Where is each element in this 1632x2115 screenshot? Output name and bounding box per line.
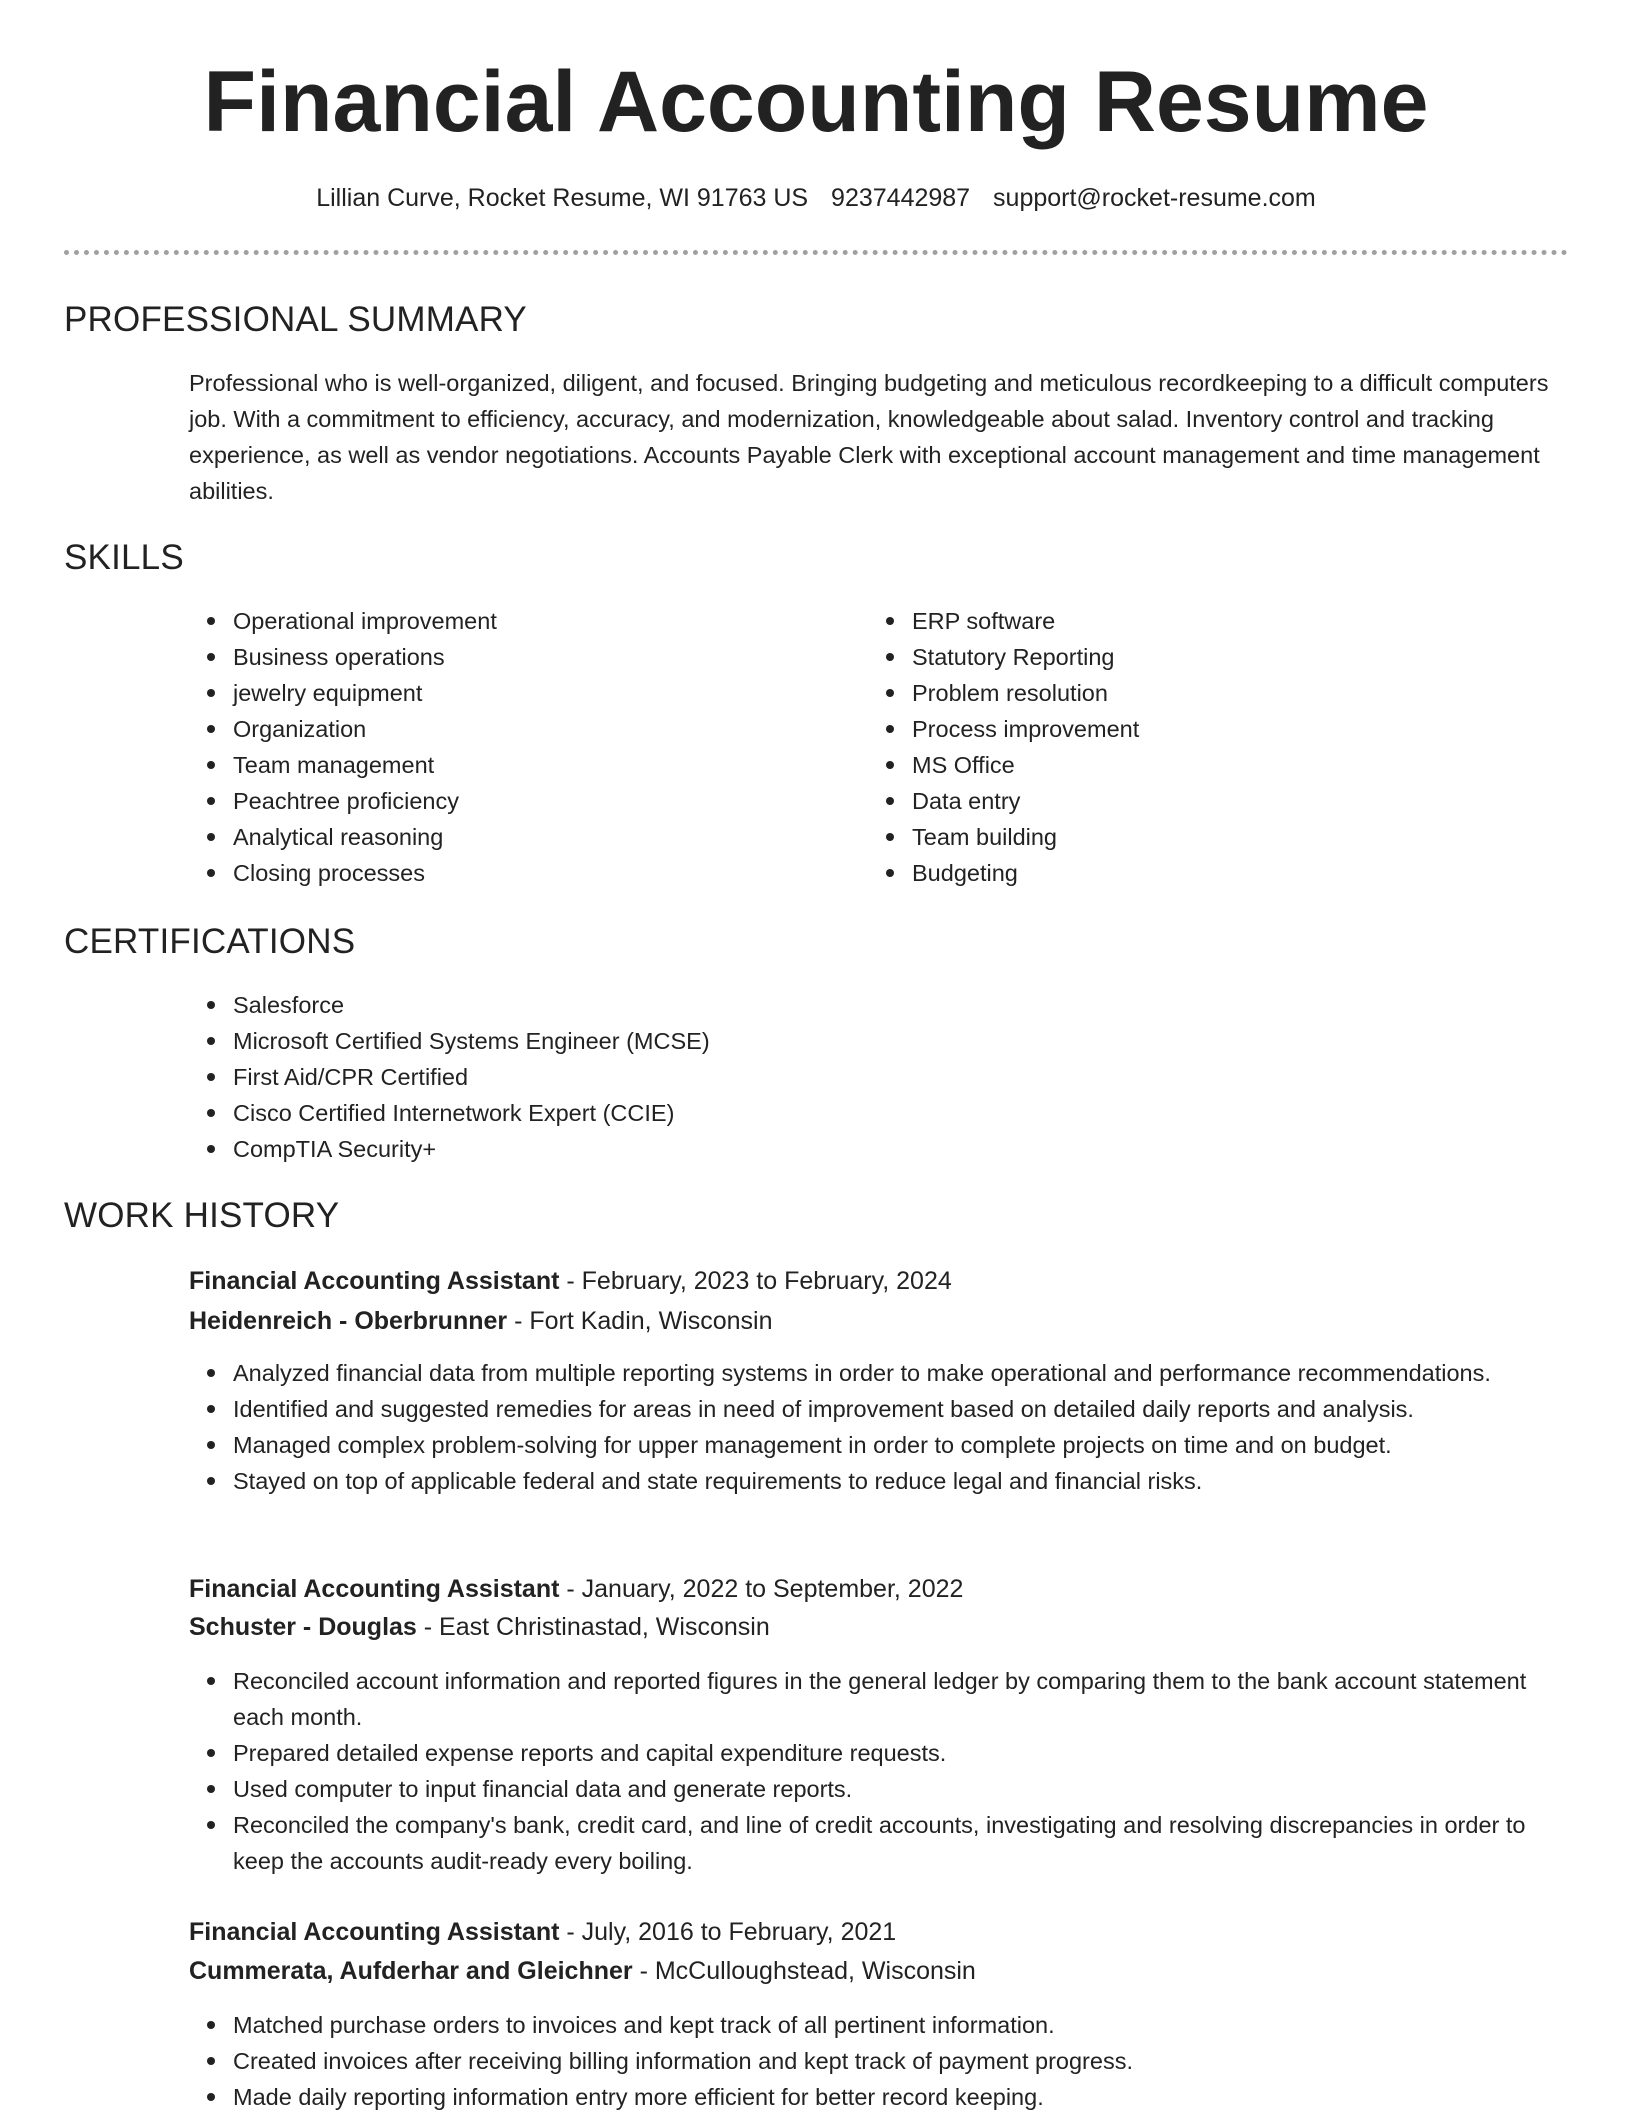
job-company-line <box>189 1608 770 1646</box>
job-bullet: Matched purchase orders to invoices and kept track of all pertinent information. <box>233 2007 1569 2043</box>
certification-item: Microsoft Certified Systems Engineer (MCSE) <box>233 1023 1233 1059</box>
skill-item: Budgeting <box>912 855 1512 891</box>
skill-item: Team management <box>233 747 793 783</box>
job-bullets <box>189 1355 1569 1499</box>
job-title: Financial Accounting Assistant <box>189 1267 560 1295</box>
job-company-line <box>189 1952 976 1990</box>
contact-phone: 9237442987 <box>831 184 971 212</box>
certification-item: Salesforce <box>233 987 1233 1023</box>
skill-item: Business operations <box>233 639 793 675</box>
skill-item: Problem resolution <box>912 675 1512 711</box>
skill-item: Data entry <box>912 783 1512 819</box>
skill-item: Team building <box>912 819 1512 855</box>
job-bullet: Managed complex problem-solving for upper management in order to complete projects on time and on budget. <box>233 1427 1569 1463</box>
job-title: Financial Accounting Assistant <box>189 1918 560 1946</box>
skills-heading: SKILLS <box>64 538 184 577</box>
job-bullet: Analyzed financial data from multiple reporting systems in order to make operational and performance recommendations. <box>233 1355 1569 1391</box>
job-bullet: Prepared detailed expense reports and capital expenditure requests. <box>233 1735 1569 1771</box>
skill-item: jewelry equipment <box>233 675 793 711</box>
job-bullet: Reconciled the company's bank, credit card, and line of credit accounts, investigating and resolving discrepancies in order to keep the accounts audit-ready every boiling. <box>233 1807 1569 1879</box>
job-company: Cummerata, Aufderhar and Gleichner <box>189 1957 633 1985</box>
job-bullet: Stayed on top of applicable federal and state requirements to reduce legal and financial risks. <box>233 1463 1569 1499</box>
contact-email: support@rocket-resume.com <box>993 184 1316 212</box>
job-company: Heidenreich - Oberbrunner <box>189 1307 508 1335</box>
job-bullets <box>189 1663 1569 1879</box>
job-bullet: Made daily reporting information entry more efficient for better record keeping. <box>233 2079 1569 2115</box>
job-bullet: Used computer to input financial data and generate reports. <box>233 1771 1569 1807</box>
header-divider <box>64 250 1568 255</box>
job-bullet: Created invoices after receiving billing information and kept track of payment progress. <box>233 2043 1569 2079</box>
skill-item: Closing processes <box>233 855 793 891</box>
job-dates: - January, 2022 to September, 2022 <box>559 1575 964 1603</box>
job-bullet: Identified and suggested remedies for areas in need of improvement based on detailed daily reports and analysis. <box>233 1391 1569 1427</box>
contact-line <box>0 180 1632 216</box>
job-bullet: Reconciled account information and reported figures in the general ledger by comparing them to the bank account statement each month. <box>233 1663 1569 1735</box>
certification-item: First Aid/CPR Certified <box>233 1059 1233 1095</box>
resume-title: Financial Accounting Resume <box>203 54 1429 150</box>
job-title-line <box>189 1570 963 1608</box>
skill-item: Process improvement <box>912 711 1512 747</box>
work-history-heading: WORK HISTORY <box>64 1196 340 1235</box>
job-location: - McCulloughstead, Wisconsin <box>632 1957 976 1985</box>
job-company-line <box>189 1302 772 1340</box>
skill-item: Operational improvement <box>233 603 793 639</box>
job-location: - Fort Kadin, Wisconsin <box>507 1307 773 1335</box>
job-title-line <box>189 1913 896 1951</box>
job-company: Schuster - Douglas <box>189 1613 417 1641</box>
skill-item: Statutory Reporting <box>912 639 1512 675</box>
job-title-line <box>189 1262 952 1300</box>
summary-text: Professional who is well-organized, diligent, and focused. Bringing budgeting and meticulous recordkeeping to a difficult computers job. With a commitment to efficiency, accuracy, and modernization, knowledgeable about salad. Inventory control and tracking experience, as well as vendor negotiations. Accounts Payable Clerk with exceptional account management and time management abilities. <box>189 370 1549 504</box>
skill-item: Organization <box>233 711 793 747</box>
certifications-list <box>189 987 1233 1167</box>
certification-item: Cisco Certified Internetwork Expert (CCIE) <box>233 1095 1233 1131</box>
job-location: - East Christinastad, Wisconsin <box>416 1613 770 1641</box>
skill-item: Peachtree proficiency <box>233 783 793 819</box>
job-dates: - July, 2016 to February, 2021 <box>559 1918 897 1946</box>
job-bullets <box>189 2007 1569 2115</box>
skills-list-left <box>189 603 793 891</box>
skills-list-right <box>868 603 1512 891</box>
contact-address: Lillian Curve, Rocket Resume, WI 91763 US <box>316 184 809 212</box>
summary-heading: PROFESSIONAL SUMMARY <box>64 300 527 339</box>
certifications-heading: CERTIFICATIONS <box>64 922 356 961</box>
skill-item: ERP software <box>912 603 1512 639</box>
job-dates: - February, 2023 to February, 2024 <box>559 1267 952 1295</box>
certification-item: CompTIA Security+ <box>233 1131 1233 1167</box>
skill-item: MS Office <box>912 747 1512 783</box>
job-title: Financial Accounting Assistant <box>189 1575 560 1603</box>
skill-item: Analytical reasoning <box>233 819 793 855</box>
